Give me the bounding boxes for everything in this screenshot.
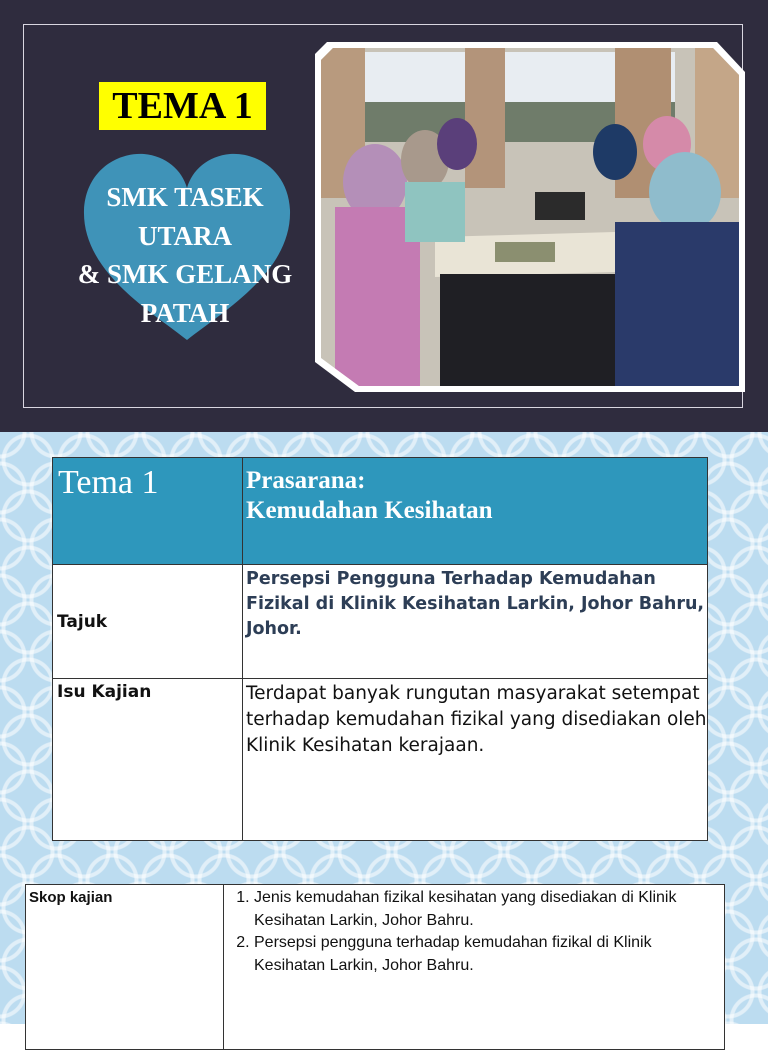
- list-item: 1. Jenis kemudahan fizikal kesihatan yang disediakan di Klinik Kesihatan Larkin, Johor Bahru.: [254, 887, 724, 932]
- slide-title: TEMA 1: [99, 82, 266, 130]
- isu-value: Terdapat banyak rungutan masyarakat setempat terhadap kemudahan fizikal yang disediakan oleh Klinik Kesihatan kerajaan.: [243, 679, 708, 841]
- schools-text: [55, 178, 315, 332]
- isu-label: Isu Kajian: [53, 679, 243, 841]
- schools-line-3: & SMK GELANG: [77, 259, 293, 289]
- table-header-row: [53, 458, 708, 565]
- skop-label: Skop kajian: [26, 885, 224, 1050]
- title-slide: [0, 0, 768, 432]
- tajuk-value: Persepsi Pengguna Terhadap Kemudahan Fizikal di Klinik Kesihatan Larkin, Johor Bahru, Johor.: [243, 565, 708, 679]
- table-row-isu: [53, 679, 708, 841]
- header-line-2: Kemudahan Kesihatan: [246, 497, 493, 524]
- schools-line-1: SMK TASEK: [106, 182, 264, 212]
- tajuk-label: Tajuk: [53, 565, 243, 679]
- schools-line-4: PATAH: [140, 297, 230, 328]
- table-header-right: [243, 458, 708, 565]
- list-item: 2. Persepsi pengguna terhadap kemudahan fizikal di Klinik Kesihatan Larkin, Johor Bahru.: [254, 932, 724, 977]
- scope-table: [25, 884, 725, 1050]
- table-row-tajuk: [53, 565, 708, 679]
- skop-list: [224, 887, 724, 977]
- table-row-skop: [26, 885, 725, 1050]
- theme-table: [52, 457, 708, 841]
- group-photo: [315, 42, 745, 392]
- schools-line-2: UTARA: [138, 220, 232, 251]
- table-header-left: Tema 1: [53, 458, 243, 565]
- header-line-1: Prasarana:: [246, 467, 366, 494]
- skop-value: [224, 885, 725, 1050]
